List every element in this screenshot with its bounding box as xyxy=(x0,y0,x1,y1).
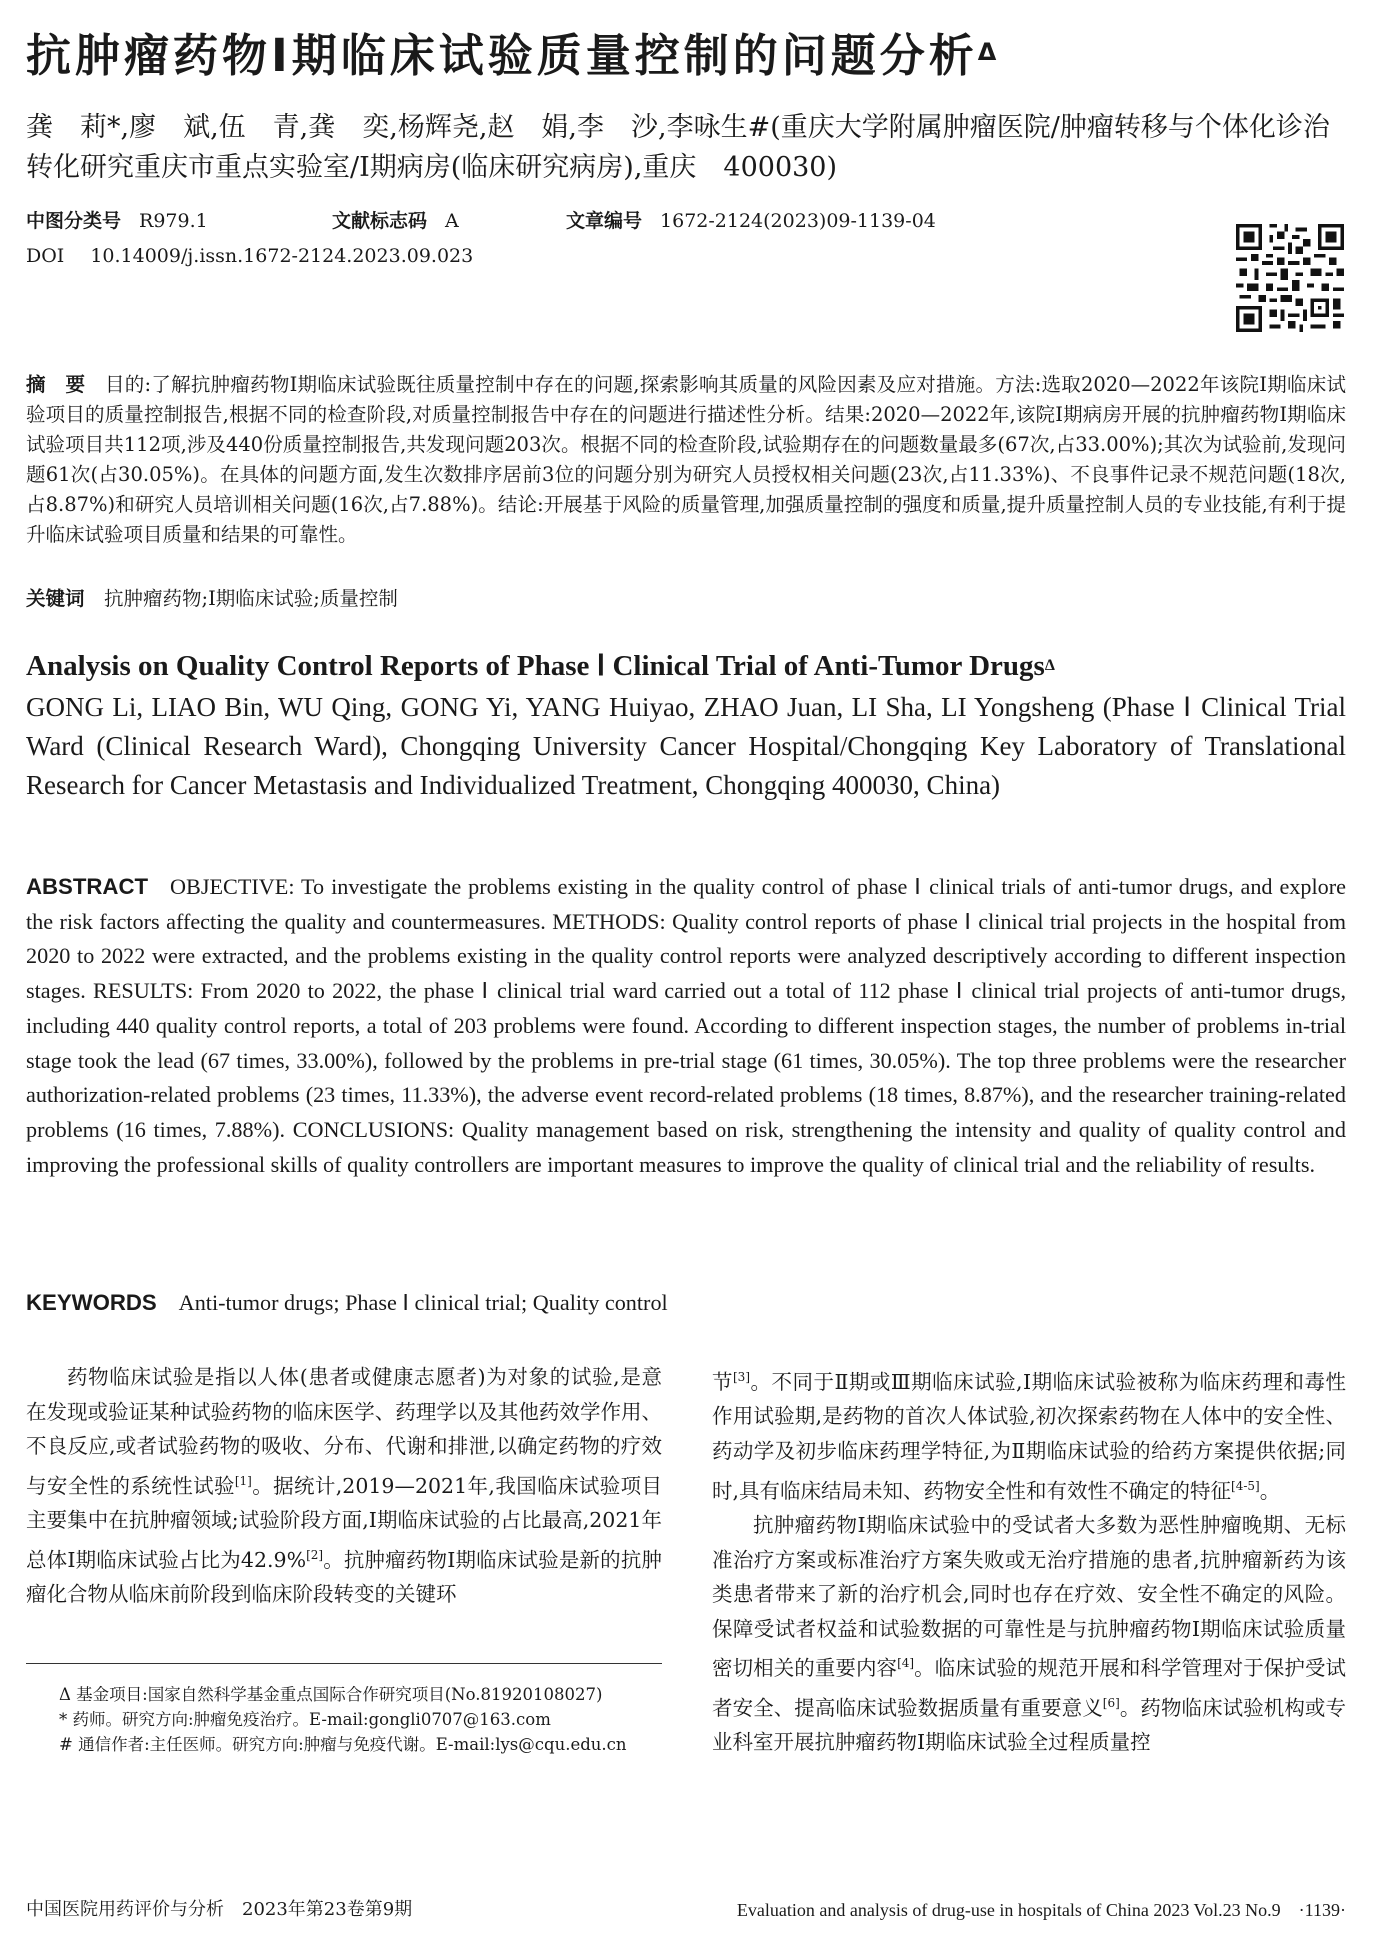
qr-code-icon[interactable] xyxy=(1236,224,1344,332)
english-title-fund-mark: Δ xyxy=(1044,657,1055,674)
body-text: 。据统计,2019—2021年,我国临床试验项目主要集中在抗肿瘤领域;试验阶段方面,Ⅰ期临床试验的占比最高,2021年总体Ⅰ期临床试验占比为42.9% xyxy=(26,1473,663,1572)
abstract-en-text: OBJECTIVE: To investigate the problems existing in the quality control of phase Ⅰ clinical trials of anti-tumor drugs, and explore the risk factors affecting the quality and countermeasures. METHODS: Quality control reports of phase Ⅰ clinical trial projects in the hospital from 2020 to 2022 were extracted, and the problems existing in the quality control reports were analyzed descriptively according to different inspection stages. RESULTS: From 2020 to 2022, the phase Ⅰ clinical trial ward carried out a total of 112 phase Ⅰ clinical trial projects of anti-tumor drugs, including 440 quality control reports, a total of 203 problems were found. According to different inspection stages, the number of problems in-trial stage took the lead (67 times, 33.00%), followed by the problems in pre-trial stage (61 times, 30.05%). The top three problems were the researcher authorization-related problems (23 times, 11.33%), the adverse event record-related problems (18 times, 8.87%), and the researcher training-related problems (16 times, 7.88%). CONCLUSIONS: Quality management based on risk, strengthening the intensity and quality of quality control and improving the professional skills of quality controllers are important measures to improve the quality of clinical trial and the reliability of results. xyxy=(26,874,1346,1177)
keywords-en-text: Anti-tumor drugs; Phase Ⅰ clinical trial; Quality control xyxy=(178,1290,668,1315)
doi xyxy=(26,242,473,270)
body-text: 。临床试验的规范开展和科学管理对于保护受试者安全、提高临床试验数据质量有重要意义 xyxy=(712,1656,1347,1720)
body-text: 。不同于Ⅱ期或Ⅲ期临床试验,Ⅰ期临床试验被称为临床药理和毒性作用试验期,是药物的首次人体试验,初次探索药物在人体中的安全性、药动学及初步临床药理学特征,为Ⅱ期临床试验的给药方案提供依据;同时,具有临床结局未知、药物安全性和有效性不确定的特征 xyxy=(712,1369,1346,1503)
body-text: 药物临床试验是指以人体(患者或健康志愿者)为对象的试验,是意在发现或验证某种试验药物的临床医学、药理学以及其他药效学作用、不良反应,或者试验药物的吸收、分布、代谢和排泄,以确定药物的疗效与安全性的系统性试验 xyxy=(26,1365,662,1498)
clc-number xyxy=(26,207,208,235)
article-number xyxy=(566,207,936,235)
citation-6[interactable]: [6] xyxy=(1102,1695,1120,1710)
footnote-corresponding: # 通信作者:主任医师。研究方向:肿瘤与免疫代谢。E-mail:lys@cqu.edu.cn xyxy=(59,1735,627,1754)
body-column-left xyxy=(26,1360,662,1612)
article-number-value: 1672-2124(2023)09-1139-04 xyxy=(660,210,936,232)
citation-3[interactable]: [3] xyxy=(733,1370,750,1384)
citation-1[interactable]: [1] xyxy=(234,1473,252,1488)
abstract-en-label: ABSTRACT xyxy=(26,874,149,899)
keywords-english xyxy=(26,1286,1346,1320)
intro-paragraph-1-cont xyxy=(712,1360,1346,1508)
footer-journal-cn: 中国医院用药评价与分析 2023年第23卷第9期 xyxy=(26,1899,413,1920)
clc-label: 中图分类号 xyxy=(26,210,122,232)
intro-paragraph-2 xyxy=(712,1508,1346,1760)
paper-title-text: 抗肿瘤药物Ⅰ期临床试验质量控制的问题分析 xyxy=(26,29,978,82)
footnote-fund: Δ 基金项目:国家自然科学基金重点国际合作研究项目(No.81920108027) xyxy=(59,1685,603,1704)
body-text: 。 xyxy=(1259,1478,1281,1503)
footnote-author: * 药师。研究方向:肿瘤免疫治疗。E-mail:gongli0707@163.com xyxy=(59,1710,551,1729)
citation-2[interactable]: [2] xyxy=(306,1547,324,1562)
abstract-cn-text: 目的:了解抗肿瘤药物Ⅰ期临床试验既往质量控制中存在的问题,探索影响其质量的风险因素及应对措施。方法:选取2020—2022年该院Ⅰ期临床试验项目的质量控制报告,根据不同的检查阶段,对质量控制报告中存在的问题进行描述性分析。结果:2020—2022年,该院Ⅰ期病房开展的抗肿瘤药物Ⅰ期临床试验项目共112项,涉及440份质量控制报告,共发现问题203次。根据不同的检查阶段,试验期存在的问题数量最多(67次,占33.00%);其次为试验前,发现问题61次(占30.05%)。在具体的问题方面,发生次数排序居前3位的问题分别为研究人员授权相关问题(23次,占11.33%)、不良事件记录不规范问题(18次,占8.87%)和研究人员培训相关问题(16次,占7.88%)。结论:开展基于风险的质量管理,加强质量控制的强度和质量,提升质量控制人员的专业技能,有利于提升临床试验项目质量和结果的可靠性。 xyxy=(26,373,1346,546)
abstract-cn-label: 摘 要 xyxy=(26,373,86,396)
abstract-english xyxy=(26,870,1346,1182)
doi-label: DOI xyxy=(26,245,65,267)
english-title-text: Analysis on Quality Control Reports of Phase Ⅰ Clinical Trial of Anti-Tumor Drugs xyxy=(26,650,1045,682)
body-text: 。药物临床试验机构或专业科室开展抗肿瘤药物Ⅰ期临床试验全过程质量控 xyxy=(712,1695,1346,1755)
intro-paragraph-1 xyxy=(26,1360,662,1612)
article-number-label: 文章编号 xyxy=(566,210,643,232)
clc-value: R979.1 xyxy=(139,210,208,232)
citation-4[interactable]: [4] xyxy=(897,1656,915,1671)
footer-journal-en: Evaluation and analysis of drug-use in hospitals of China 2023 Vol.23 No.9 ·1139· xyxy=(736,1900,1346,1920)
doi-value: 10.14009/j.issn.1672-2124.2023.09.023 xyxy=(90,245,474,267)
english-title xyxy=(26,646,1356,686)
body-text: 。抗肿瘤药物Ⅰ期临床试验是新的抗肿瘤化合物从临床前阶段到临床阶段转变的关键环 xyxy=(26,1547,662,1607)
body-column-right xyxy=(712,1360,1346,1760)
author-affiliation: 龚 莉*,廖 斌,伍 青,龚 奕,杨辉尧,赵 娟,李 沙,李咏生#(重庆大学附属肿瘤医院/肿瘤转移与个体化诊治转化研究重庆市重点实验室/Ⅰ期病房(临床研究病房),重庆 400030) xyxy=(26,112,1330,183)
title-fund-mark: Δ xyxy=(977,38,997,66)
doc-code-label: 文献标志码 xyxy=(332,210,428,232)
keywords-cn-label: 关键词 xyxy=(26,587,85,610)
document-code xyxy=(332,207,459,235)
abstract-chinese xyxy=(26,370,1346,550)
footnote-divider xyxy=(26,1663,662,1664)
footnotes xyxy=(26,1682,662,1757)
body-text: 抗肿瘤药物Ⅰ期临床试验中的受试者大多数为恶性肿瘤晚期、无标准治疗方案或标准治疗方案失败或无治疗措施的患者,抗肿瘤新药为该类患者带来了新的治疗机会,同时也存在疗效、安全性不确定的风险。保障受试者权益和试验数据的可靠性是与抗肿瘤药物Ⅰ期临床试验质量密切相关的重要内容 xyxy=(712,1513,1346,1681)
keywords-chinese xyxy=(26,584,1346,614)
body-text: 节 xyxy=(712,1369,733,1394)
keywords-en-label: KEYWORDS xyxy=(26,1290,157,1315)
doc-code-value: A xyxy=(445,210,459,232)
paper-title xyxy=(26,24,1356,88)
citation-4-5[interactable]: [4-5] xyxy=(1231,1478,1260,1493)
keywords-cn-text: 抗肿瘤药物;Ⅰ期临床试验;质量控制 xyxy=(104,587,398,610)
english-authors: GONG Li, LIAO Bin, WU Qing, GONG Yi, YANG Huiyao, ZHAO Juan, LI Sha, LI Yongsheng (Phase Ⅰ Clinical Trial Ward (Clinical Research Ward), Chongqing University Cancer Hospital/Chongqing Key Laboratory of Translational Research for Cancer Metastasis and Individualized Treatment, Chongqing 400030, China) xyxy=(26,692,1346,800)
